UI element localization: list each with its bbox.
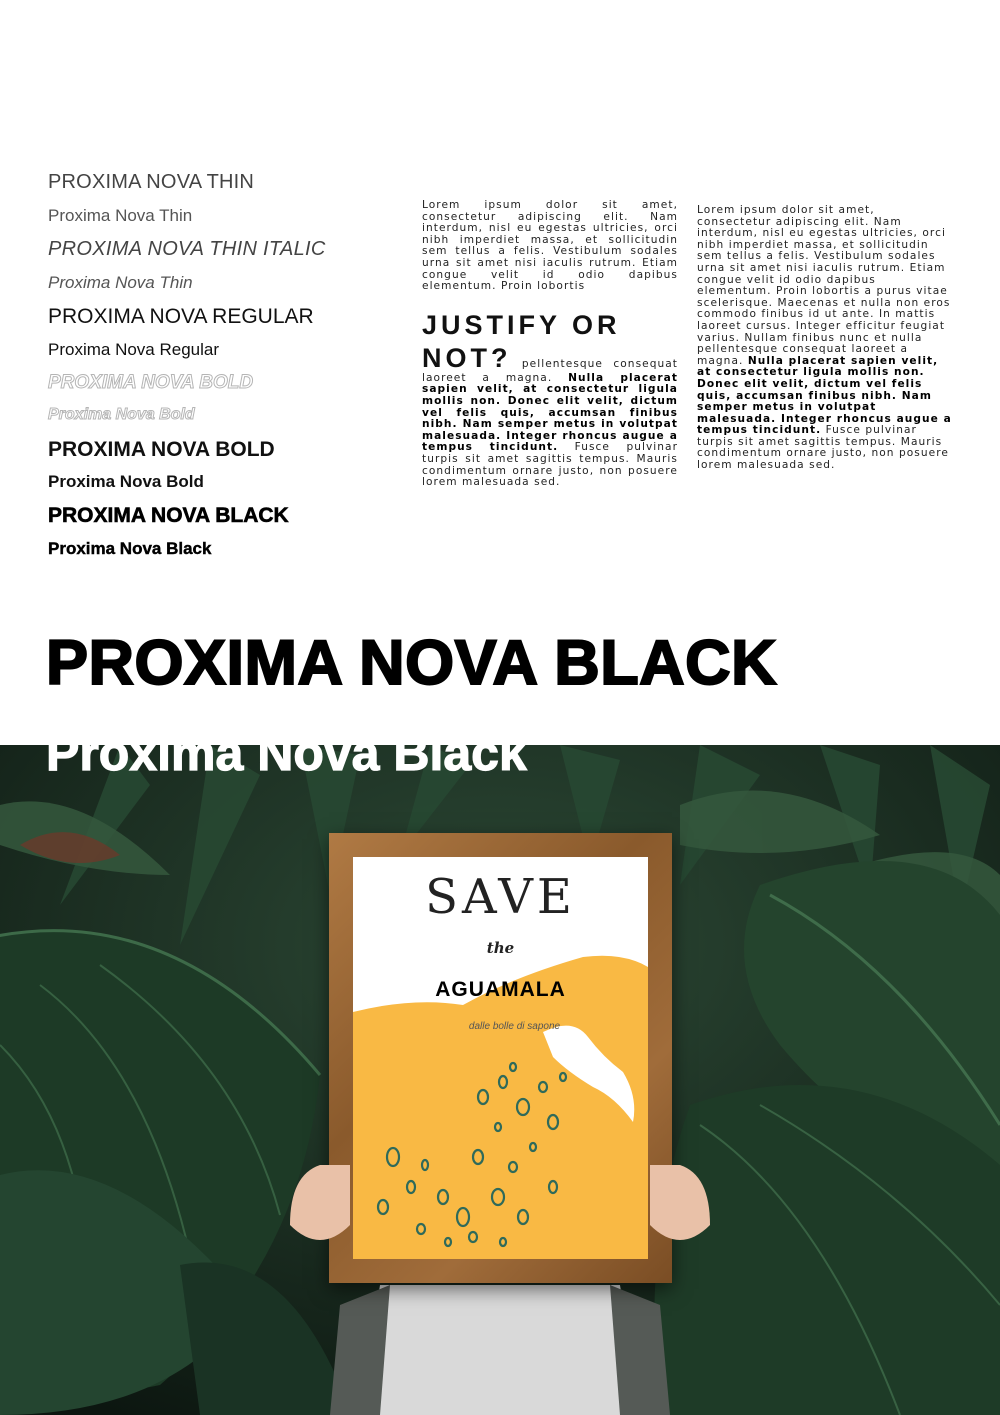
poster-tagline: dalle bolle di sapone [468, 1021, 561, 1032]
headline-caps: PROXIMA NOVA BLACK [46, 628, 778, 698]
hands-illustration [280, 1135, 720, 1255]
jungle-photo [0, 745, 1000, 1415]
specimen-regular-caps: PROXIMA NOVA REGULAR [48, 305, 314, 328]
specimen-thin-caps: PROXIMA NOVA THIN [48, 171, 255, 193]
specimen-bold-outline-caps: PROXIMA NOVA BOLD [48, 372, 254, 393]
specimen-black-caps: PROXIMA NOVA BLACK [48, 504, 289, 527]
column-continuation-text: pellentesque consequat laoreet a magna. [422, 357, 678, 384]
specimen-black: Proxima Nova Black [48, 539, 212, 558]
poster-the: the [486, 939, 515, 957]
specimen-bold-caps: PROXIMA NOVA BOLD [48, 438, 275, 461]
headline-title-case: Proxima Nova Black [46, 725, 527, 781]
justified-text-column [422, 200, 678, 489]
justify-heading-line1: JUSTIFY OR [422, 309, 621, 340]
right-column-bold-text: Nulla placerat sapien velit, at consectetur ligula mollis non. Donec elit velit, dictum vel felis quis, accumsan finibus nibh. Nam semper metus in volutpat malesuada. Integer rhoncus augue a tempus tincidunt. [697, 354, 952, 437]
specimen-regular: Proxima Nova Regular [48, 340, 220, 359]
right-column-text: Lorem ipsum dolor sit amet, consectetur adipiscing elit. Nam interdum, nisl eu egestas ultricies, orci nibh imperdiet massa, et sollicitudin sem tellus a felis. Vestibulum sodales urna sit amet nisi iaculis rutrum. Etiam congue velit id odio dapibus elementum. Proin lobortis a purus vitae scelerisque. Maecenas et nulla non eros commodo finibus id ut ante. In mattis laoreet cursus. Integer efficitur feugiat varius. Nullam finibus nunc et nulla pellentesque consequat laoreet a magna. [697, 204, 951, 367]
poster-save-title: SAVE [425, 869, 576, 925]
right-column-outro-text: Fusce pulvinar turpis sit amet sagittis tempus. Mauris condimentum ornare justo, non posuere lorem malesuada sed. [697, 424, 949, 472]
specimen-thin-italic: Proxima Nova Thin [48, 273, 193, 292]
specimen-bold: Proxima Nova Bold [48, 472, 204, 491]
ragged-text-column [697, 205, 952, 472]
column-bold-text: Nulla placerat sapien velit, at consectetur ligula mollis non. Donec elit velit, dictum vel felis quis, accumsan finibus nibh. Nam semper metus in volutpat malesuada. Integer rhoncus augue a tempus tincidunt. [422, 371, 678, 454]
column-intro-text: Lorem ipsum dolor sit amet, consectetur adipiscing elit. Nam interdum, nisl eu egestas ultricies, orci nibh imperdiet massa, et sollicitudin sem tellus a felis. Vestibulum sodales urna sit amet nisi iaculis rutrum. Etiam congue velit id odio dapibus elementum. Proin lobortis [422, 199, 678, 293]
specimen-bold-outline: Proxima Nova Bold [48, 406, 195, 423]
specimen-thin: Proxima Nova Thin [48, 206, 193, 225]
poster-name: AGUAMALA [435, 978, 566, 1001]
justify-heading-line2: NOT? [422, 342, 512, 373]
specimen-thin-italic-caps: PROXIMA NOVA THIN ITALIC [48, 238, 326, 260]
column-outro-text: Fusce pulvinar turpis sit amet sagittis tempus. Mauris condimentum ornare justo, non posuere lorem malesuada sed. [422, 441, 678, 489]
